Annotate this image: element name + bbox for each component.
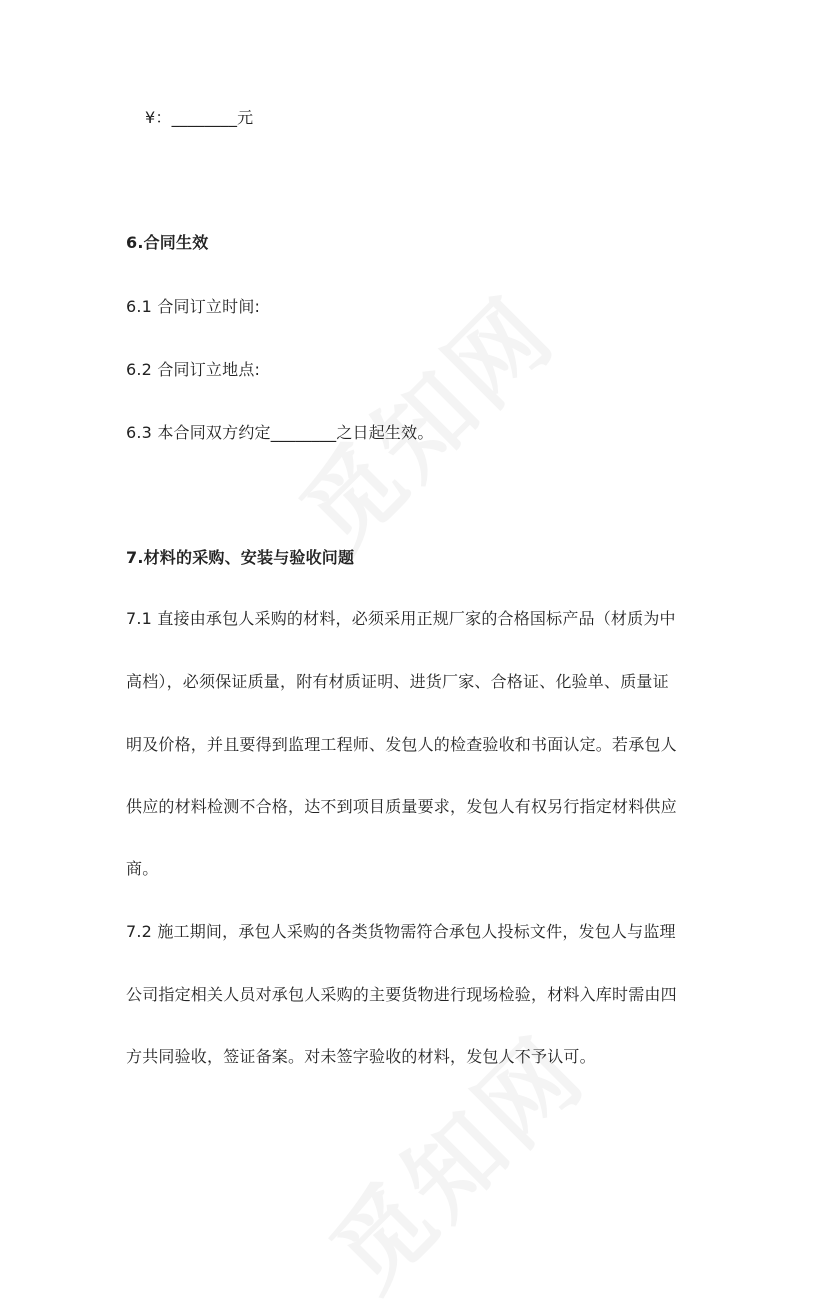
- section-6-item: 6.2 合同订立地点:: [126, 360, 261, 379]
- paragraph-7-1-line: 7.1 直接由承包人采购的材料，必须采用正规厂家的合格国标产品（材质为中: [126, 609, 676, 628]
- paragraph-7-1-line: 供应的材料检测不合格，达不到项目质量要求，发包人有权另行指定材料供应: [126, 797, 677, 816]
- watermark: [266, 262, 579, 575]
- section-6-item: 6.1 合同订立时间:: [126, 297, 261, 316]
- paragraph-7-1-line: 高档），必须保证质量，附有材质证明、进货厂家、合格证、化验单、质量证: [126, 672, 669, 691]
- section-6-item: 6.3 本合同双方约定________之日起生效。: [126, 423, 434, 442]
- paragraph-7-2-line: 7.2 施工期间，承包人采购的各类货物需符合承包人投标文件，发包人与监理: [126, 922, 676, 941]
- amount-line: ¥：________元: [145, 108, 254, 127]
- section-6-heading: 6.合同生效: [126, 233, 209, 252]
- paragraph-7-2-line: 公司指定相关人员对承包人采购的主要货物进行现场检验，材料入库时需由四: [126, 985, 677, 1004]
- paragraph-7-1-line: 商。: [126, 859, 159, 878]
- section-7-heading: 7.材料的采购、安装与验收问题: [126, 548, 355, 567]
- paragraph-7-2-line: 方共同验收，签证备案。对未签字验收的材料，发包人不予认可。: [126, 1047, 596, 1066]
- paragraph-7-1-line: 明及价格，并且要得到监理工程师、发包人的检查验收和书面认定。若承包人: [126, 735, 677, 754]
